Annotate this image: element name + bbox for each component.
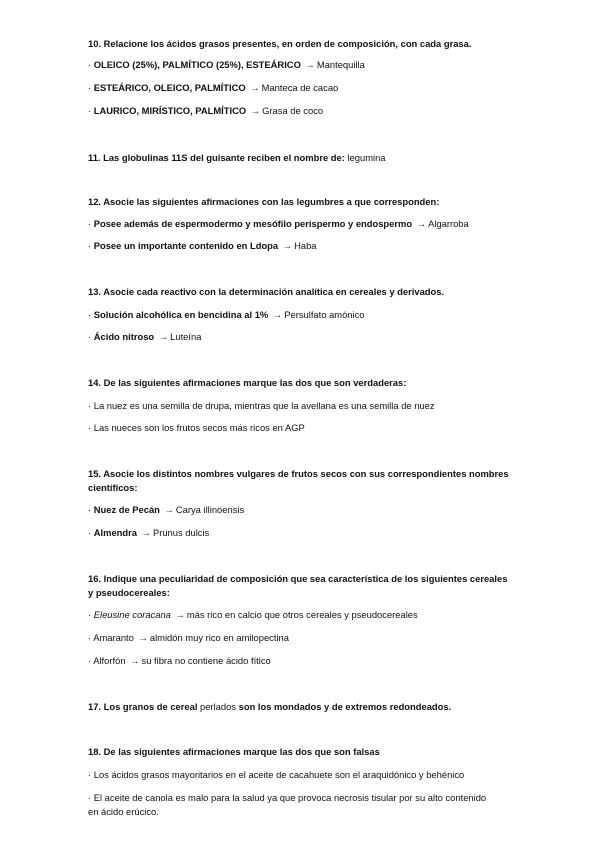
arrow-right-icon: →	[250, 105, 261, 116]
q18-item-2-line-1: · El aceite de canola es malo para la salud ya que provoca necrosis tisular por su alto contenido	[88, 792, 487, 803]
q10-item-1-prompt: OLEICO (25%), PALMÍTICO (25%), ESTEÁRICO	[93, 59, 301, 70]
q14-title: 14. De las siguientes afirmaciones marque las dos que son verdaderas:	[88, 377, 407, 388]
bullet: ·	[88, 105, 94, 116]
q15-title-line-2: científicos:	[88, 482, 138, 493]
q12-item-2-prompt: Posee un importante contenido en Ldopa	[93, 240, 279, 251]
q13-item-2-answer: Luteína	[170, 331, 202, 342]
q14-item-2: · Las nueces son los frutos secos más ricos en AGP	[88, 422, 305, 433]
q16-item-2-answer: almidón muy rico en amilopectina	[149, 632, 289, 643]
q13-item-2	[88, 330, 201, 344]
q18-item-1: · Los ácidos grasos mayoritarios en el aceite de cacahuete son el araquidónico y behénico	[88, 769, 465, 780]
q13-title: 13. Asocie cada reactivo con la determinación analítica en cereales y derivados.	[88, 286, 445, 297]
arrow-right-icon: →	[158, 331, 169, 342]
arrow-right-icon: →	[416, 218, 427, 229]
arrow-right-icon: →	[305, 59, 315, 70]
arrow-right-icon: →	[141, 527, 151, 538]
q11	[88, 151, 386, 165]
q16-item-3-name: Alforfón	[93, 655, 126, 666]
q10-item-3	[88, 104, 323, 118]
q12-item-1-prompt: Posee además de espermodermo y mesófilo perispermo y endospermo	[93, 218, 413, 229]
bullet: ·	[88, 504, 94, 515]
q12-item-2	[88, 239, 317, 253]
arrow-right-icon: →	[138, 632, 148, 643]
q16-item-2-name: Amaranto	[93, 632, 134, 643]
q11-answer: legumina	[347, 152, 386, 163]
bullet: ·	[88, 632, 94, 643]
q17-part-1: 17. Los granos de cereal	[88, 701, 198, 712]
q16-item-3-answer: su fibra no contiene ácido fítico	[141, 655, 271, 666]
q13-item-2-prompt: Ácido nitroso	[93, 331, 155, 342]
q10-item-1-answer: Mantequilla	[316, 59, 365, 70]
bullet: ·	[88, 655, 94, 666]
arrow-right-icon: →	[282, 240, 293, 251]
q10-item-2-prompt: ESTEÁRICO, OLEICO, PALMÍTICO	[93, 82, 246, 93]
q12-item-2-answer: Haba	[294, 240, 317, 251]
q16-item-2	[88, 631, 289, 645]
q16-item-1-name: Eleusine coracana	[93, 609, 171, 620]
q13-item-1-prompt: Solución alcohólica en bencidina al 1%	[93, 309, 269, 320]
arrow-right-icon: →	[272, 309, 283, 320]
q13-item-1	[88, 308, 365, 322]
q14-item-1: · La nuez es una semilla de drupa, mientras que la avellana es una semilla de nuez	[88, 400, 435, 411]
q15-item-1-prompt: Nuez de Pecán	[93, 504, 160, 515]
q17-answer: perlados	[200, 701, 237, 712]
arrow-right-icon: →	[250, 82, 260, 93]
q10-item-3-answer: Grasa de coco	[262, 105, 324, 116]
q18-title: 18. De las siguientes afirmaciones marque las dos que son falsas	[88, 746, 380, 757]
bullet: ·	[88, 59, 94, 70]
q16-item-3	[88, 654, 271, 668]
q17-part-2: son los mondados y de extremos redondeados.	[238, 701, 452, 712]
q15-item-2-prompt: Almendra	[93, 527, 137, 538]
bullet: ·	[88, 609, 94, 620]
bullet: ·	[88, 309, 94, 320]
bullet: ·	[88, 527, 94, 538]
q12-item-1-answer: Algarroba	[428, 218, 469, 229]
q15-item-1-answer: Carya illinoensis	[175, 504, 245, 515]
q10-item-2	[88, 81, 338, 95]
q15-item-2	[88, 526, 209, 540]
bullet: ·	[88, 240, 94, 251]
q16-item-1-answer: más rico en calcio que otros cereales y pseudocereales	[186, 609, 418, 620]
q10-title: 10. Relacione los ácidos grasos presentes, en orden de composición, con cada grasa.	[88, 38, 472, 49]
q15-title-line-1: 15. Asocie los distintos nombres vulgares de frutos secos con sus correspondientes nombres	[88, 468, 509, 479]
bullet: ·	[88, 218, 94, 229]
q16-title-line-1: 16. Indique una peculiaridad de composición que sea característica de los siguientes cereales	[88, 573, 508, 584]
q12-item-1	[88, 217, 469, 231]
q17	[88, 700, 451, 714]
arrow-right-icon: →	[164, 504, 174, 515]
q11-title: 11. Las globulinas 11S del guisante reciben el nombre de:	[88, 152, 345, 163]
q10-item-2-answer: Manteca de cacao	[261, 82, 339, 93]
q16-title-line-2: y pseudocereales:	[88, 587, 170, 598]
q15-item-2-answer: Prunus dulcis	[152, 527, 210, 538]
q13-item-1-answer: Persulfato amónico	[284, 309, 365, 320]
q15-item-1	[88, 503, 244, 517]
q10-item-3-prompt: LAURICO, MIRÍSTICO, PALMÍTICO	[93, 105, 247, 116]
bullet: ·	[88, 82, 94, 93]
arrow-right-icon: →	[130, 655, 140, 666]
q16-item-1	[88, 608, 418, 622]
q18-item-2-line-2: en ácido erúcico.	[88, 806, 159, 817]
bullet: ·	[88, 331, 94, 342]
q10-item-1	[88, 58, 365, 72]
arrow-right-icon: →	[175, 609, 185, 620]
q12-title: 12. Asocie las siguientes afirmaciones con las legumbres a que corresponden:	[88, 196, 440, 207]
